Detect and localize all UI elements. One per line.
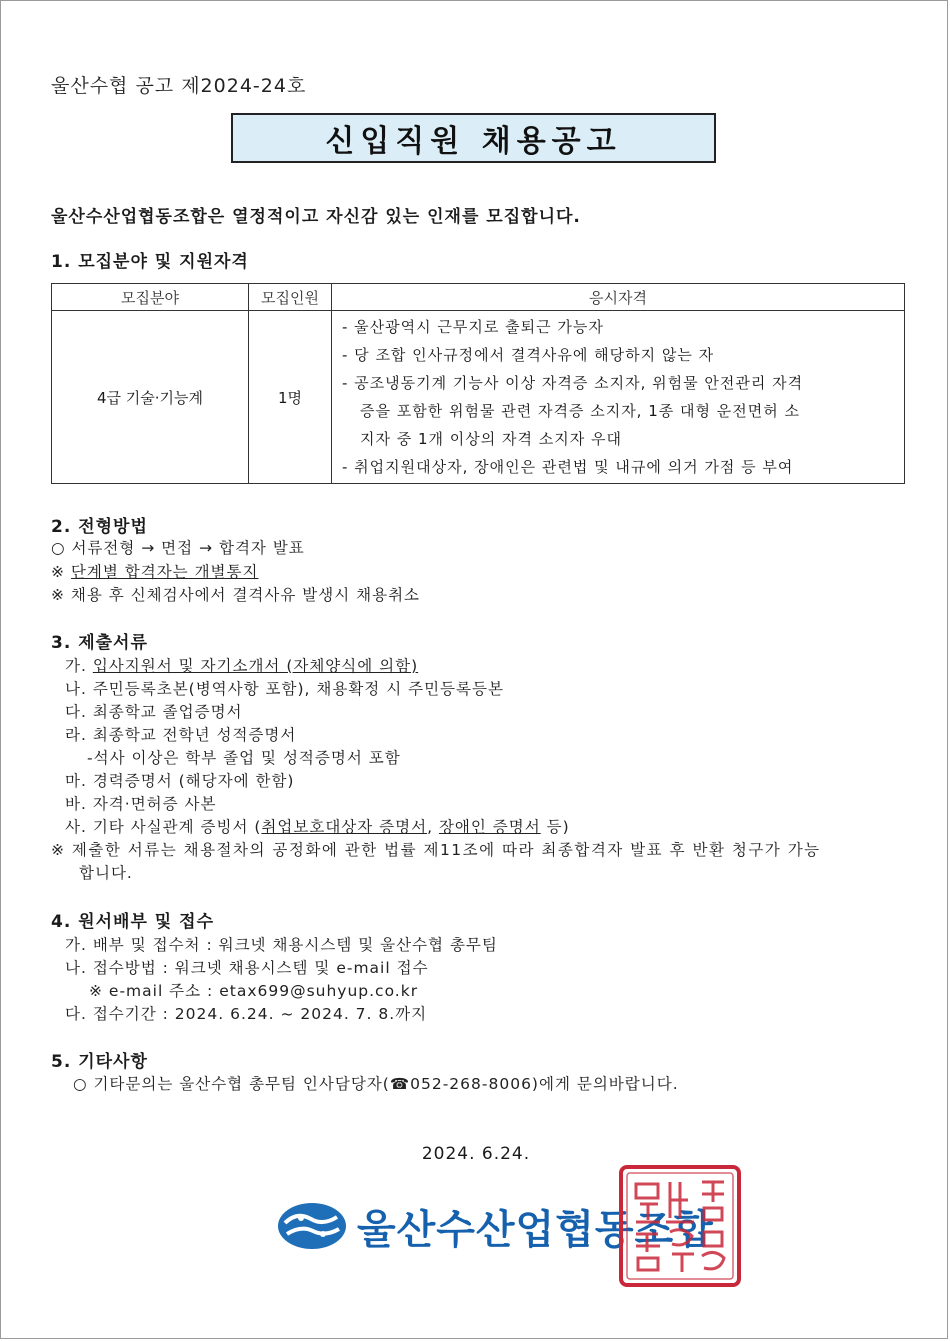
- cell-count: 1명: [249, 311, 332, 484]
- cell-field: 4급 기술·기능계: [52, 311, 249, 484]
- table-header-row: [52, 284, 905, 311]
- organization-name: 울산수산업협동조합: [357, 1206, 714, 1253]
- notice-line: [51, 560, 258, 582]
- application-item: 가. 배부 및 접수처 : 워크넷 채용시스템 및 울산수협 총무팀: [65, 936, 498, 954]
- column-header-count: 모집인원: [249, 284, 332, 311]
- item-separator: ,: [427, 818, 439, 836]
- item-prefix: 가.: [65, 657, 93, 675]
- suhyup-logo-icon: [277, 1201, 347, 1251]
- document-item: 나. 주민등록초본(병역사항 포함), 채용확정 시 주민등록등본: [65, 680, 504, 698]
- requirement-line: - 울산광역시 근무지로 출퇴근 가능자: [342, 318, 604, 336]
- page-title: 신입직원 채용공고: [325, 124, 622, 159]
- table-row: [52, 311, 905, 484]
- notice-line: ※ 채용 후 신체검사에서 결격사유 발생시 채용취소: [51, 586, 421, 604]
- document-item: [65, 654, 418, 676]
- announcement-date: 2024. 6.24.: [421, 1144, 531, 1164]
- item-prefix: 사. 기타 사실관계 증빙서 (: [65, 818, 262, 836]
- return-notice-cont: 합니다.: [79, 864, 133, 882]
- note-mark: ※: [51, 563, 71, 581]
- cell-requirements: [332, 311, 905, 484]
- column-header-requirements: 응시자격: [332, 284, 905, 311]
- section-3-heading: 3. 제출서류: [51, 633, 148, 653]
- return-notice: ※ 제출한 서류는 채용절차의 공정화에 관한 법률 제11조에 따라 최종합격자 발표 후 반환 청구가 가능: [51, 841, 821, 859]
- document-number: 울산수협 공고 제2024-24호: [51, 75, 307, 97]
- item-underlined: 입사지원서 및 자기소개서 (자체양식에 의함): [92, 657, 419, 675]
- document-item: 라. 최종학교 전학년 성적증명서: [65, 726, 297, 744]
- item-underlined: 장애인 증명서: [438, 818, 541, 836]
- requirement-line: 증을 포함한 위험물 관련 자격증 소지자, 1종 대형 운전면허 소: [360, 402, 800, 420]
- requirement-line: - 당 조합 인사규정에서 결격사유에 해당하지 않는 자: [342, 346, 715, 364]
- document-item-note: -석사 이상은 학부 졸업 및 성적증명서 포함: [87, 749, 401, 767]
- intro-text: 울산수산업협동조합은 열정적이고 자신감 있는 인재를 모집합니다.: [51, 207, 581, 227]
- qualification-table: [51, 283, 905, 484]
- document-item: 바. 자격·면허증 사본: [65, 795, 217, 813]
- title-box: [231, 113, 716, 163]
- item-suffix: 등): [540, 818, 570, 836]
- section-2-heading: 2. 전형방법: [51, 517, 148, 537]
- requirement-line: 지자 중 1개 이상의 자격 소지자 우대: [360, 430, 623, 448]
- requirement-line: - 취업지원대상자, 장애인은 관련법 및 내규에 의거 가점 등 부여: [342, 458, 794, 476]
- item-underlined: 취업보호대상자 증명서: [261, 818, 428, 836]
- application-item: 나. 접수방법 : 워크넷 채용시스템 및 e-mail 접수: [65, 959, 429, 977]
- notice-underlined: 단계별 합격자는 개별통지: [70, 563, 259, 581]
- section-5-heading: 5. 기타사항: [51, 1052, 148, 1072]
- document-item: [65, 815, 570, 837]
- official-seal-icon: [618, 1164, 742, 1288]
- inquiry-line: ○ 기타문의는 울산수협 총무팀 인사담당자(☎052-268-8006)에게 문의바랍니다.: [73, 1075, 679, 1093]
- requirement-line: - 공조냉동기계 기능사 이상 자격증 소지자, 위험물 안전관리 자격: [342, 374, 804, 392]
- section-1-heading: 1. 모집분야 및 지원자격: [51, 252, 249, 272]
- column-header-field: 모집분야: [52, 284, 249, 311]
- section-4-heading: 4. 원서배부 및 접수: [51, 912, 214, 932]
- application-item: 다. 접수기간 : 2024. 6.24. ~ 2024. 7. 8.까지: [65, 1005, 428, 1023]
- email-address: ※ e-mail 주소 : etax699@suhyup.co.kr: [89, 982, 419, 1000]
- selection-process-line: ○ 서류전형 → 면접 → 합격자 발표: [51, 539, 305, 557]
- document-item: 마. 경력증명서 (해당자에 한함): [65, 772, 295, 790]
- document-item: 다. 최종학교 졸업증명서: [65, 703, 243, 721]
